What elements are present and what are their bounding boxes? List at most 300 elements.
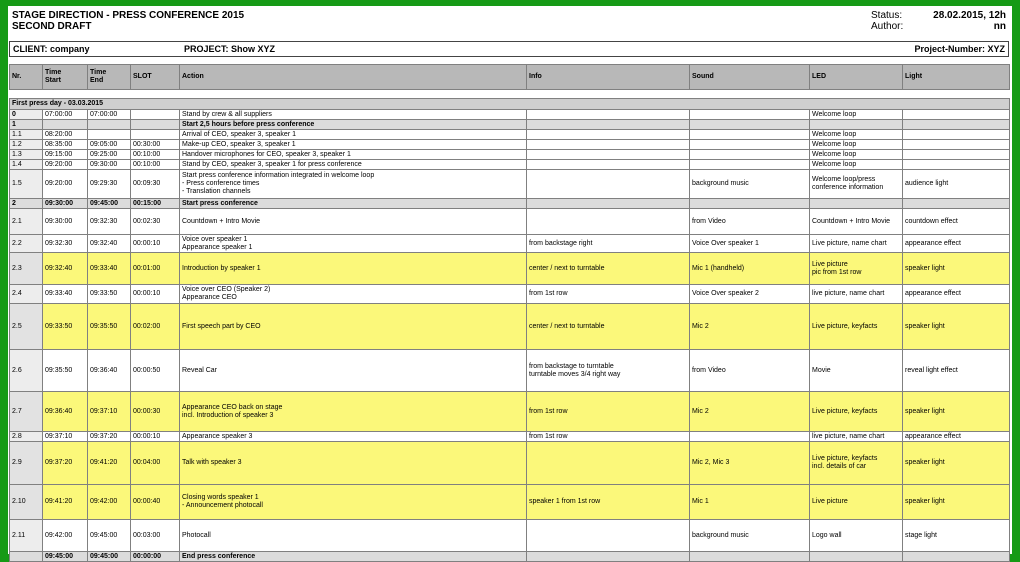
cell-action-line: Appearance speaker 1: [182, 243, 253, 251]
author-value: nn: [993, 21, 1006, 32]
cell-end: 09:05:00: [88, 140, 131, 150]
cell-slot: [131, 130, 180, 140]
schedule-table: [9, 64, 1010, 562]
cell-slot: 00:15:00: [131, 199, 180, 209]
cell-sound: [690, 392, 810, 432]
cell-start: 09:37:20: [43, 442, 88, 485]
cell-start: 09:30:00: [43, 209, 88, 235]
cell-action-line: Appearance speaker 3: [182, 432, 253, 440]
col-header-action: Action: [180, 65, 527, 90]
cell-led-line: Welcome loop: [812, 140, 857, 148]
cell-sound-line: Mic 1: [692, 498, 709, 505]
col-header-info: Info: [527, 65, 690, 90]
cell-light: [903, 485, 1010, 520]
cell-slot: 00:03:00: [131, 520, 180, 552]
cell-action-line: - Announcement photocall: [182, 502, 263, 509]
cell-sound-line: Mic 2: [692, 407, 709, 415]
cell-action-line: Appearance CEO back on stage: [182, 403, 283, 411]
cell-sound: [690, 552, 810, 562]
col-header-light: Light: [903, 65, 1010, 90]
cell-action-line: Introduction by speaker 1: [182, 264, 261, 272]
cell-light-line: stage light: [905, 531, 937, 539]
cell-end: 09:41:20: [88, 442, 131, 485]
cell-nr: 0: [10, 110, 43, 120]
cell-slot: 00:00:10: [131, 235, 180, 253]
cell-action-line: Countdown + Intro Movie: [182, 217, 261, 225]
cell-nr: 2.1: [10, 209, 43, 235]
col-header-sound: Sound: [690, 65, 810, 90]
cell-start: 09:37:10: [43, 432, 88, 442]
cell-end: [88, 130, 131, 140]
cell-info: [527, 110, 690, 120]
status-label: Status:: [871, 10, 903, 21]
cell-light: [903, 285, 1010, 304]
cell-led-line: Live picture, keyfacts: [812, 407, 878, 415]
table-row: [10, 140, 1010, 150]
cell-end: 09:29:30: [88, 170, 131, 199]
document-header: [11, 8, 1008, 42]
stage-direction-sheet: [8, 6, 1012, 560]
table-row: [10, 350, 1010, 392]
cell-start: [43, 120, 88, 130]
cell-start: 09:33:40: [43, 285, 88, 304]
cell-start: 09:30:00: [43, 199, 88, 209]
cell-slot: 00:10:00: [131, 160, 180, 170]
cell-light: [903, 235, 1010, 253]
cell-led: [810, 552, 903, 562]
cell-action: [180, 130, 527, 140]
cell-info: [527, 209, 690, 235]
cell-sound: [690, 520, 810, 552]
cell-led: [810, 130, 903, 140]
cell-info-line: speaker 1 from 1st row: [529, 498, 601, 505]
cell-action: [180, 170, 527, 199]
cell-action-line: End press conference: [182, 552, 256, 560]
cell-start: 08:20:00: [43, 130, 88, 140]
cell-nr: 2.10: [10, 485, 43, 520]
cell-sound: [690, 432, 810, 442]
cell-info-line: turntable moves 3/4 right way: [529, 370, 621, 378]
cell-end: 09:33:50: [88, 285, 131, 304]
cell-light-line: appearance effect: [905, 290, 961, 297]
cell-sound-line: Mic 1 (handheld): [692, 264, 745, 272]
table-row: [10, 253, 1010, 285]
cell-led-line: Live picture: [812, 498, 848, 505]
cell-light-line: speaker light: [905, 407, 945, 415]
table-row: [10, 209, 1010, 235]
cell-action-line: Start 2,5 hours before press conference: [182, 120, 315, 128]
cell-end: 09:36:40: [88, 350, 131, 392]
cell-light-line: speaker light: [905, 498, 945, 505]
cell-led: [810, 120, 903, 130]
cell-info-line: center / next to turntable: [529, 322, 605, 330]
cell-led-line: Countdown + Intro Movie: [812, 217, 891, 225]
cell-end: 09:37:10: [88, 392, 131, 432]
cell-light: [903, 209, 1010, 235]
table-row: [10, 130, 1010, 140]
cell-info: [527, 392, 690, 432]
cell-slot: 00:00:30: [131, 392, 180, 432]
cell-sound-line: background music: [692, 180, 749, 187]
section-row: [10, 99, 1010, 110]
cell-action-line: Closing words speaker 1: [182, 494, 259, 501]
cell-info-line: from 1st row: [529, 407, 568, 415]
cell-end: 09:42:00: [88, 485, 131, 520]
cell-action: [180, 304, 527, 350]
cell-led-line: Live picture: [812, 260, 848, 268]
cell-nr: 2.9: [10, 442, 43, 485]
cell-start: 09:20:00: [43, 160, 88, 170]
table-row: [10, 304, 1010, 350]
cell-action: [180, 442, 527, 485]
document-subtitle: SECOND DRAFT: [12, 21, 92, 32]
cell-led-line: Live picture, name chart: [812, 239, 887, 247]
cell-start: 09:35:50: [43, 350, 88, 392]
cell-nr: 2.8: [10, 432, 43, 442]
cell-end: 09:33:40: [88, 253, 131, 285]
cell-led: [810, 350, 903, 392]
cell-action-line: Voice over CEO (Speaker 2): [182, 286, 271, 293]
cell-light: [903, 442, 1010, 485]
cell-info: [527, 120, 690, 130]
cell-action: [180, 235, 527, 253]
cell-sound: [690, 304, 810, 350]
cell-led: [810, 160, 903, 170]
cell-light: [903, 552, 1010, 562]
col-header-nr: Nr.: [10, 65, 43, 90]
cell-info: [527, 235, 690, 253]
cell-info: [527, 442, 690, 485]
client-name: CLIENT: company: [13, 44, 90, 54]
cell-nr: 2.2: [10, 235, 43, 253]
col-header-time-end-line1: Time: [90, 69, 107, 76]
cell-start: 09:33:50: [43, 304, 88, 350]
cell-light: [903, 160, 1010, 170]
cell-slot: 00:04:00: [131, 442, 180, 485]
cell-action-line: Reveal Car: [182, 366, 218, 374]
cell-info: [527, 285, 690, 304]
cell-led-line: Logo wall: [812, 531, 842, 539]
cell-led-line: Movie: [812, 366, 831, 374]
cell-led: [810, 199, 903, 209]
cell-slot: 00:00:50: [131, 350, 180, 392]
col-header-time-start-line2: Start: [45, 77, 61, 84]
cell-action: [180, 350, 527, 392]
cell-action: [180, 520, 527, 552]
cell-light: [903, 253, 1010, 285]
cell-led-line: pic from 1st row: [812, 268, 862, 276]
cell-light: [903, 199, 1010, 209]
cell-action: [180, 432, 527, 442]
cell-sound: [690, 120, 810, 130]
table-row: [10, 150, 1010, 160]
cell-sound: [690, 160, 810, 170]
cell-action: [180, 285, 527, 304]
cell-led-line: conference information: [812, 184, 884, 191]
cell-slot: 00:30:00: [131, 140, 180, 150]
cell-action-line: - Translation channels: [182, 188, 251, 195]
cell-info: [527, 199, 690, 209]
cell-action-line: Stand by crew & all suppliers: [182, 110, 272, 118]
cell-led: [810, 253, 903, 285]
cell-led: [810, 209, 903, 235]
cell-led: [810, 170, 903, 199]
cell-action: [180, 253, 527, 285]
col-header-led: LED: [810, 65, 903, 90]
document-title: STAGE DIRECTION - PRESS CONFERENCE 2015: [12, 10, 245, 21]
project-name: PROJECT: Show XYZ: [184, 44, 276, 54]
cell-nr: 1: [10, 120, 43, 130]
cell-light: [903, 350, 1010, 392]
section-title: First press day - 03.03.2015: [10, 99, 1010, 110]
cell-nr: 1.1: [10, 130, 43, 140]
cell-led: [810, 235, 903, 253]
cell-action: [180, 110, 527, 120]
cell-info-line: center / next to turntable: [529, 264, 605, 272]
cell-end: 09:37:20: [88, 432, 131, 442]
cell-info-line: from backstage to turntable: [529, 362, 614, 370]
cell-light: [903, 170, 1010, 199]
cell-info: [527, 432, 690, 442]
col-header-time-start-line1: Time: [45, 69, 62, 76]
table-row: [10, 485, 1010, 520]
cell-led-line: Welcome loop: [812, 150, 857, 158]
cell-led: [810, 485, 903, 520]
cell-start: 09:20:00: [43, 170, 88, 199]
cell-end: 09:45:00: [88, 520, 131, 552]
cell-end: 09:35:50: [88, 304, 131, 350]
table-row: [10, 110, 1010, 120]
cell-action: [180, 160, 527, 170]
cell-action-line: incl. Introduction of speaker 3: [182, 411, 274, 419]
cell-light: [903, 520, 1010, 552]
cell-sound-line: Voice Over speaker 2: [692, 290, 759, 297]
cell-light: [903, 110, 1010, 120]
cell-sound: [690, 209, 810, 235]
cell-action: [180, 199, 527, 209]
cell-nr: 1.2: [10, 140, 43, 150]
cell-end: 09:32:30: [88, 209, 131, 235]
project-info-bar: [9, 41, 1009, 57]
cell-light-line: reveal light effect: [905, 366, 958, 374]
cell-slot: [131, 110, 180, 120]
cell-action: [180, 209, 527, 235]
cell-sound-line: from Video: [692, 366, 726, 374]
cell-led-line: Welcome loop: [812, 160, 857, 168]
cell-light: [903, 304, 1010, 350]
cell-action-line: - Press conference times: [182, 180, 260, 187]
cell-info: [527, 304, 690, 350]
cell-led-line: Welcome loop: [812, 130, 857, 138]
cell-start: 09:32:30: [43, 235, 88, 253]
cell-info: [527, 350, 690, 392]
cell-info: [527, 150, 690, 160]
cell-action-line: Make-up CEO, speaker 3, speaker 1: [182, 140, 296, 148]
cell-info-line: from 1st row: [529, 432, 568, 440]
cell-slot: 00:10:00: [131, 150, 180, 160]
cell-slot: 00:00:00: [131, 552, 180, 562]
cell-nr: 1.4: [10, 160, 43, 170]
col-header-time-start: [43, 65, 88, 90]
table-row: [10, 170, 1010, 199]
cell-slot: 00:00:10: [131, 285, 180, 304]
col-header-time-end-line2: End: [90, 77, 104, 84]
table-row: [10, 442, 1010, 485]
cell-slot: 00:02:30: [131, 209, 180, 235]
cell-nr: 2.6: [10, 350, 43, 392]
cell-led-line: live picture, name chart: [812, 432, 885, 440]
cell-action: [180, 485, 527, 520]
cell-nr: 2.7: [10, 392, 43, 432]
cell-light: [903, 432, 1010, 442]
cell-nr: 2: [10, 199, 43, 209]
cell-start: 08:35:00: [43, 140, 88, 150]
cell-action-line: Start press conference: [182, 199, 258, 207]
cell-start: 09:42:00: [43, 520, 88, 552]
cell-sound: [690, 130, 810, 140]
cell-led-line: Live picture, keyfacts: [812, 455, 878, 462]
cell-action: [180, 552, 527, 562]
cell-nr: 2.4: [10, 285, 43, 304]
cell-nr: 2.3: [10, 253, 43, 285]
cell-sound-line: background music: [692, 531, 749, 539]
cell-light-line: speaker light: [905, 459, 945, 466]
cell-light-line: countdown effect: [905, 217, 958, 225]
spacer-cell: [10, 90, 1010, 99]
cell-action-line: Voice over speaker 1: [182, 235, 248, 243]
spacer-row: [10, 90, 1010, 99]
column-header-row: [10, 65, 1010, 90]
cell-led-line: Welcome loop/press: [812, 176, 876, 183]
cell-action-line: Stand by CEO, speaker 3, speaker 1 for press conference: [182, 160, 362, 168]
cell-nr: [10, 552, 43, 562]
cell-slot: 00:09:30: [131, 170, 180, 199]
cell-sound: [690, 285, 810, 304]
cell-action: [180, 150, 527, 160]
cell-sound-line: Mic 2: [692, 322, 709, 330]
cell-led-line: Welcome loop: [812, 110, 857, 118]
cell-info: [527, 140, 690, 150]
cell-led: [810, 150, 903, 160]
cell-action: [180, 392, 527, 432]
cell-sound: [690, 140, 810, 150]
cell-sound: [690, 253, 810, 285]
cell-light: [903, 150, 1010, 160]
cell-light-line: appearance effect: [905, 432, 961, 440]
cell-sound: [690, 110, 810, 120]
cell-led: [810, 392, 903, 432]
table-row: [10, 199, 1010, 209]
cell-info: [527, 160, 690, 170]
cell-start: 09:32:40: [43, 253, 88, 285]
author-label: Author:: [871, 21, 904, 32]
cell-start: 09:45:00: [43, 552, 88, 562]
cell-light-line: appearance effect: [905, 239, 961, 247]
cell-slot: 00:01:00: [131, 253, 180, 285]
cell-action: [180, 140, 527, 150]
cell-light-line: audience light: [905, 180, 949, 187]
cell-nr: 1.3: [10, 150, 43, 160]
cell-led-line: incl. details of car: [812, 463, 867, 470]
cell-info: [527, 170, 690, 199]
cell-slot: 00:00:10: [131, 432, 180, 442]
cell-end: [88, 120, 131, 130]
cell-action: [180, 120, 527, 130]
cell-end: 07:00:00: [88, 110, 131, 120]
cell-end: 09:45:00: [88, 199, 131, 209]
cell-slot: [131, 120, 180, 130]
cell-nr: 1.5: [10, 170, 43, 199]
table-row: [10, 552, 1010, 562]
cell-light-line: speaker light: [905, 322, 945, 330]
status-value: 28.02.2015, 12h: [933, 10, 1006, 21]
schedule-body: [10, 90, 1010, 562]
cell-info: [527, 485, 690, 520]
cell-sound: [690, 150, 810, 160]
cell-sound-line: from Video: [692, 217, 726, 225]
cell-info: [527, 253, 690, 285]
cell-led: [810, 110, 903, 120]
cell-light: [903, 140, 1010, 150]
cell-light: [903, 120, 1010, 130]
cell-led: [810, 285, 903, 304]
table-row: [10, 520, 1010, 552]
cell-action-line: Arrival of CEO, speaker 3, speaker 1: [182, 130, 296, 138]
col-header-time-end: [88, 65, 131, 90]
cell-sound: [690, 485, 810, 520]
cell-info: [527, 552, 690, 562]
cell-slot: 00:00:40: [131, 485, 180, 520]
cell-led-line: Live picture, keyfacts: [812, 322, 878, 330]
cell-light: [903, 130, 1010, 140]
cell-start: 07:00:00: [43, 110, 88, 120]
table-row: [10, 392, 1010, 432]
cell-info-line: from 1st row: [529, 290, 568, 297]
col-header-slot: SLOT: [131, 65, 180, 90]
cell-action-line: Photocall: [182, 531, 211, 539]
project-number: Project-Number: XYZ: [914, 44, 1005, 54]
cell-light-line: speaker light: [905, 264, 945, 272]
table-row: [10, 120, 1010, 130]
cell-slot: 00:02:00: [131, 304, 180, 350]
cell-led: [810, 140, 903, 150]
cell-sound: [690, 350, 810, 392]
cell-sound: [690, 442, 810, 485]
cell-led: [810, 442, 903, 485]
cell-start: 09:36:40: [43, 392, 88, 432]
cell-nr: 2.11: [10, 520, 43, 552]
cell-led-line: live picture, name chart: [812, 290, 885, 297]
cell-sound: [690, 199, 810, 209]
cell-action-line: First speech part by CEO: [182, 322, 261, 330]
cell-start: 09:41:20: [43, 485, 88, 520]
table-row: [10, 160, 1010, 170]
cell-light: [903, 392, 1010, 432]
cell-info-line: from backstage right: [529, 239, 593, 247]
cell-start: 09:15:00: [43, 150, 88, 160]
cell-action-line: Handover microphones for CEO, speaker 3, speaker 1: [182, 150, 351, 158]
table-row: [10, 432, 1010, 442]
cell-sound: [690, 170, 810, 199]
cell-sound-line: Voice Over speaker 1: [692, 239, 759, 247]
table-row: [10, 235, 1010, 253]
table-row: [10, 285, 1010, 304]
cell-action-line: Start press conference information integrated in welcome loop: [182, 172, 375, 179]
cell-end: 09:45:00: [88, 552, 131, 562]
cell-end: 09:32:40: [88, 235, 131, 253]
cell-sound: [690, 235, 810, 253]
cell-led: [810, 432, 903, 442]
